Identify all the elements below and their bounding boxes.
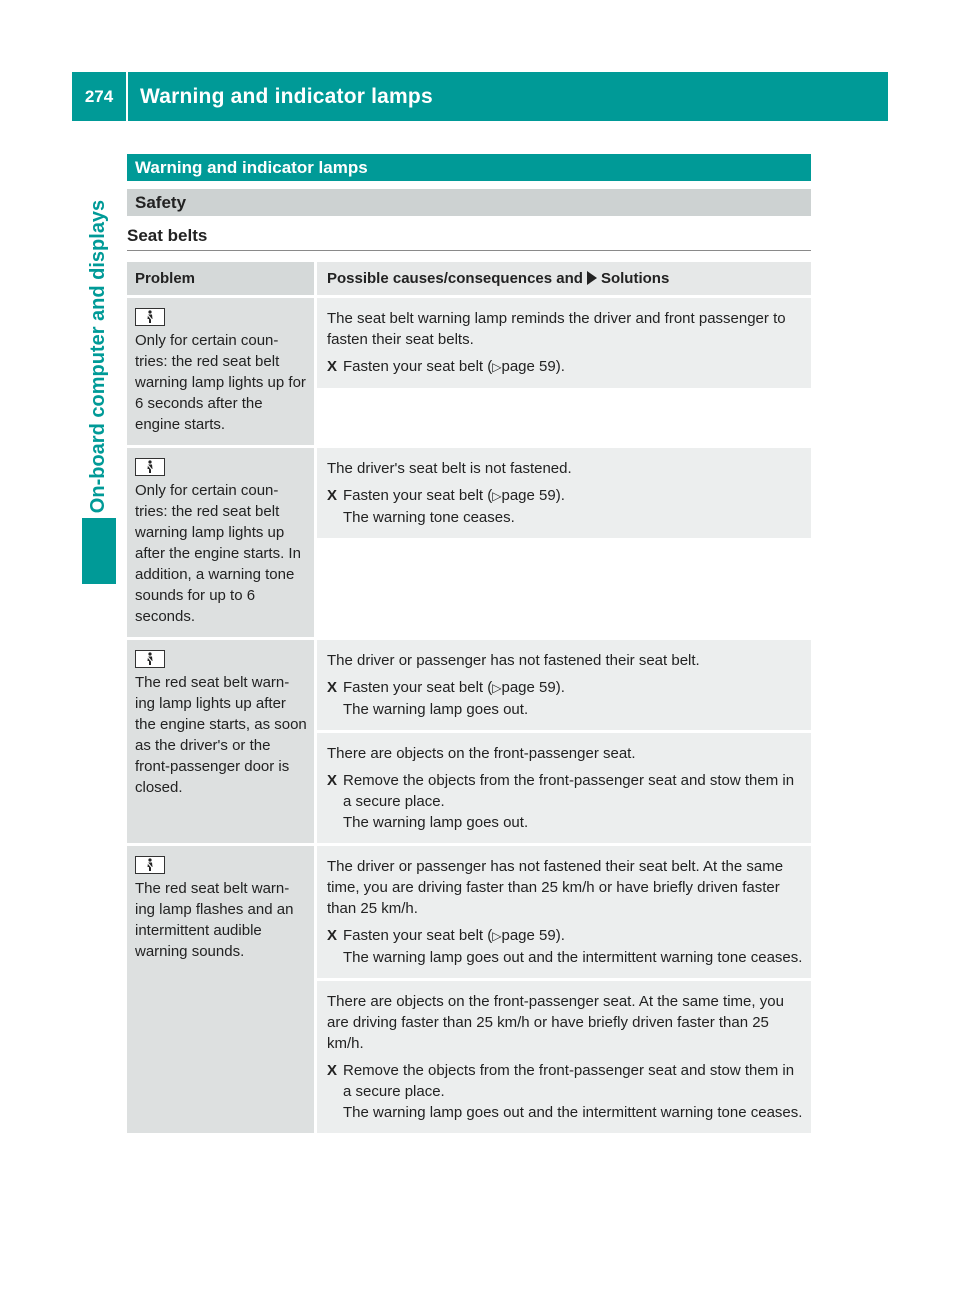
action-step — [327, 1060, 803, 1102]
table-row — [127, 843, 811, 1133]
action-step — [327, 356, 803, 378]
subsection-title: Safety — [135, 192, 187, 212]
action-result: The warning lamp goes out. — [343, 814, 529, 831]
action-result: The warning lamp goes out and the intermittent warning tone ceases. — [343, 1104, 803, 1121]
table-header — [127, 262, 811, 295]
action-instruction: Fasten your seat belt ( — [343, 358, 493, 375]
header-divider — [126, 72, 128, 121]
action-text — [343, 356, 803, 378]
action-marker-icon: X — [327, 1062, 338, 1079]
action-instruction: Fasten your seat belt ( — [343, 679, 493, 696]
seat-belt-warning-icon — [135, 650, 165, 668]
problem-cell — [127, 846, 314, 1133]
action-text — [343, 1060, 803, 1102]
action-step — [327, 925, 803, 947]
action-result: The warning lamp goes out and the intermittent warning tone ceases. — [343, 949, 803, 966]
action-step — [327, 770, 803, 812]
page-ref-icon: ▷ — [492, 929, 502, 943]
table-row — [127, 637, 811, 843]
cause-cell — [317, 298, 811, 388]
problem-cell — [127, 298, 314, 445]
table-body — [127, 295, 811, 1133]
action-marker-icon: X — [327, 772, 338, 789]
problem-text: Only for certain coun-tries: the red seat belt warning lamp lights up after the engine starts. In addition, a warning tone sounds for up to 6 seconds. — [135, 482, 301, 625]
causes-column — [317, 846, 811, 1133]
action-instruction: Fasten your seat belt ( — [343, 487, 493, 504]
action-result: The warning tone ceases. — [343, 509, 515, 526]
causes-column — [317, 298, 811, 445]
side-chapter-label: On-board computer and displays — [87, 199, 110, 513]
causes-column — [317, 640, 811, 843]
page-ref: page 59). — [501, 358, 565, 375]
problem-text: The red seat belt warn-ing lamp lights up after the engine starts, as soon as the driver's or the front-passenger door is closed. — [135, 674, 307, 796]
page-ref: page 59). — [501, 927, 565, 944]
action-marker-icon: X — [327, 487, 338, 504]
header-causes — [317, 262, 811, 295]
cause-text: The driver or passenger has not fastened their seat belt. At the same time, you are driving faster than 25 km/h or have briefly driven faster than 25 km/h. — [327, 858, 784, 917]
topic-heading: Seat belts — [127, 226, 208, 245]
section-title: Warning and indicator lamps — [135, 157, 368, 177]
page-ref-icon: ▷ — [492, 681, 502, 695]
side-chapter-marker — [82, 518, 116, 584]
action-text — [343, 925, 803, 947]
warning-table — [127, 262, 811, 1133]
cause-text: There are objects on the front-passenger seat. At the same time, you are driving faster than 25 km/h or have briefly driven faster than 25 km/h. — [327, 993, 784, 1052]
cause-cell — [317, 640, 811, 730]
cause-cell — [317, 730, 811, 843]
page-ref-icon: ▷ — [492, 360, 502, 374]
problem-text: Only for certain coun-tries: the red seat belt warning lamp lights up for 6 seconds after the engine starts. — [135, 332, 306, 433]
header-solutions-label: Solutions — [600, 270, 670, 287]
side-chapter-tab — [82, 128, 116, 584]
cause-text: The driver's seat belt is not fastened. — [327, 460, 572, 477]
header-causes-label: Possible causes/consequences and — [327, 270, 583, 287]
cause-cell — [317, 978, 811, 1133]
page-ref: page 59). — [501, 487, 565, 504]
action-arrow-icon — [587, 271, 597, 285]
action-text — [343, 485, 803, 507]
action-marker-icon: X — [327, 358, 338, 375]
header-problem: Problem — [127, 262, 314, 295]
causes-column — [317, 448, 811, 637]
action-marker-icon: X — [327, 679, 338, 696]
subsection-bar — [127, 189, 811, 216]
problem-text: The red seat belt warn-ing lamp flashes and an intermittent audible warning sounds. — [135, 880, 294, 960]
seat-belt-warning-icon — [135, 856, 165, 874]
page-number: 274 — [84, 86, 114, 106]
page-ref: page 59). — [501, 679, 565, 696]
action-text — [343, 770, 803, 812]
table-row — [127, 295, 811, 445]
cause-cell — [317, 448, 811, 538]
seat-belt-warning-icon — [135, 458, 165, 476]
cause-text: There are objects on the front-passenger seat. — [327, 745, 636, 762]
action-step — [327, 677, 803, 699]
action-instruction: Remove the objects from the front-passenger seat and stow them in a secure place. — [343, 772, 795, 810]
problem-cell — [127, 640, 314, 843]
section-bar — [127, 154, 811, 181]
page-header — [72, 72, 888, 121]
action-text — [343, 677, 803, 699]
action-marker-icon: X — [327, 927, 338, 944]
cause-cell — [317, 846, 811, 978]
cause-text: The driver or passenger has not fastened their seat belt. — [327, 652, 700, 669]
action-step — [327, 485, 803, 507]
topic-divider — [127, 250, 811, 251]
action-instruction: Fasten your seat belt ( — [343, 927, 493, 944]
page-ref-icon: ▷ — [492, 489, 502, 503]
seat-belt-warning-icon — [135, 308, 165, 326]
action-result: The warning lamp goes out. — [343, 701, 529, 718]
cause-text: The seat belt warning lamp reminds the driver and front passenger to fasten their seat belts. — [327, 310, 786, 348]
table-row — [127, 445, 811, 637]
header-title: Warning and indicator lamps — [140, 84, 433, 108]
action-instruction: Remove the objects from the front-passenger seat and stow them in a secure place. — [343, 1062, 795, 1100]
problem-cell — [127, 448, 314, 637]
